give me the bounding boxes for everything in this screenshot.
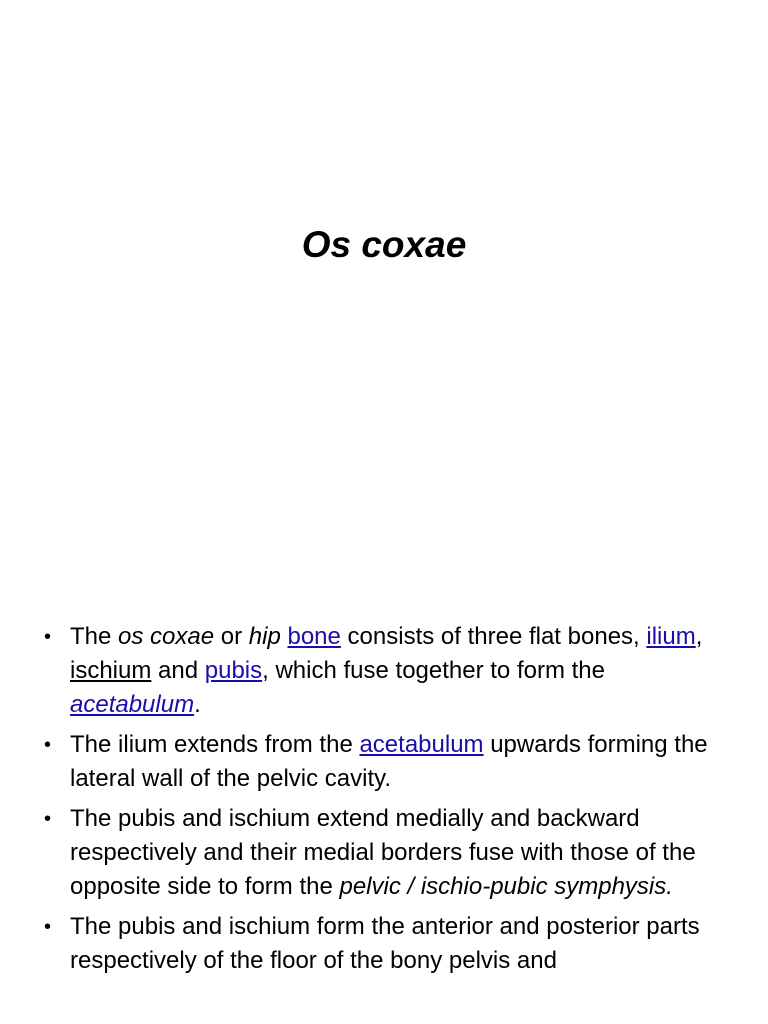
bullet-icon: • [44, 808, 52, 830]
bullet-item [40, 728, 740, 796]
link-ilium[interactable]: ilium [646, 623, 696, 650]
bullet-text: consists of three flat bones, [340, 623, 647, 650]
bullet-text: , which fuse together to form the [262, 657, 605, 684]
link-ischium[interactable]: ischium [70, 657, 152, 684]
link-acetabulum[interactable]: acetabulum [359, 731, 484, 758]
italic-term: os coxae [118, 623, 215, 650]
bullet-text: or [214, 623, 249, 650]
bullet-item [40, 802, 740, 904]
bullet-text: The pubis and ischium form the anterior and posterior parts respectively of the floor of the bony pelvis and [70, 913, 700, 974]
link-pubis[interactable]: pubis [204, 657, 263, 684]
bullet-text: The pubis and ischium extend medially and backward respectively and their medial borders fuse with those of the opposite side to form the [70, 805, 696, 900]
italic-term: pelvic / ischio-pubic symphysis. [339, 873, 673, 900]
bullet-icon: • [44, 734, 52, 756]
slide-title: Os coxae [301, 224, 467, 265]
bullet-text: . [194, 691, 201, 718]
bullet-text: , [695, 623, 703, 650]
bullet-item [40, 910, 740, 978]
link-bone[interactable]: bone [287, 623, 341, 650]
link-acetabulum[interactable]: acetabulum [70, 691, 195, 718]
bullet-icon: • [44, 916, 52, 938]
bullet-icon: • [44, 626, 52, 648]
italic-term: hip [248, 623, 281, 650]
bullet-list [40, 620, 740, 984]
bullet-text: The [70, 623, 119, 650]
bullet-item [40, 620, 740, 722]
bullet-text: upwards forming the lateral wall of the pelvic cavity. [70, 731, 708, 792]
bullet-text: The ilium extends from the [70, 731, 360, 758]
bullet-text: and [151, 657, 205, 684]
